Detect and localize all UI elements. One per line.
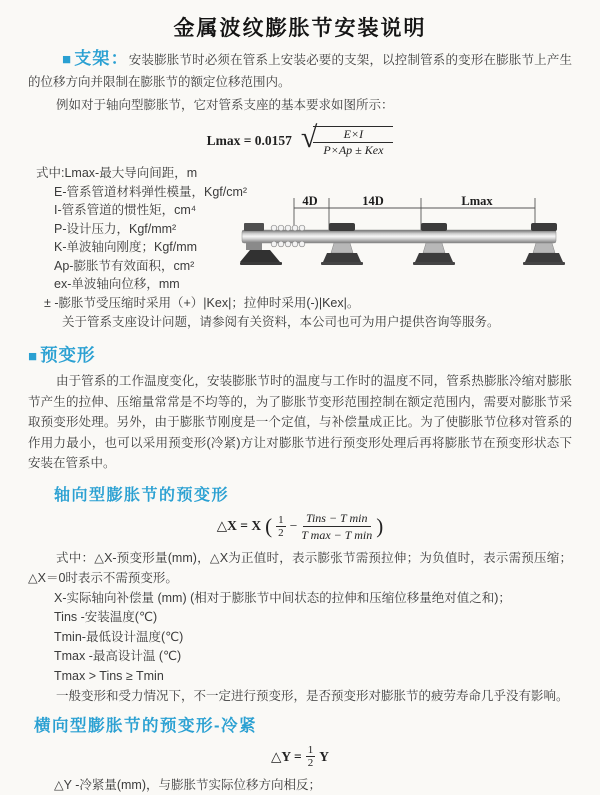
- dim-label-14d: 14D: [362, 194, 384, 208]
- guide-support-icon: [523, 223, 565, 265]
- support-section-label: [62, 49, 129, 68]
- support-intro-text: 安装膨胀节时必须在管系上安装必要的支架，以控制管系的变形在膨胀节上产生的位移方向并限制在膨胀节的额定位移范围内。: [28, 53, 572, 89]
- one-half-fraction: [306, 744, 316, 769]
- lmax-formula: [28, 123, 572, 158]
- temperature-fraction: [301, 511, 372, 542]
- definition-line: Ap-膨胀节有效面积，cm²: [54, 258, 195, 273]
- support-note-line: 关于管系支座设计问题，请参阅有关资料，本公司也可为用户提供咨询等服务。: [62, 315, 500, 329]
- document-page: [0, 12, 600, 795]
- pipe-support-diagram: [240, 194, 596, 282]
- definition-line: K-单波轴向刚度；Kgf/mm: [54, 240, 198, 254]
- lateral-formula: [28, 744, 572, 769]
- formula-lhs: △X = X: [216, 518, 262, 533]
- guide-support-icon: [321, 223, 363, 265]
- formula-lhs: △Y =: [271, 748, 302, 764]
- formula-rhs: Y: [319, 748, 329, 764]
- axial-explain-paragraph: 式中：△X-预变形量(mm)，△X为正值时，表示膨张节需预拉伸；为负值时，表示需预压缩；△X＝0时表示不需预变形。: [28, 550, 572, 585]
- axial-formula: [28, 511, 572, 542]
- guide-support-icon: [413, 223, 455, 265]
- fraction-denominator: T max − T min: [301, 527, 373, 542]
- dim-label-lmax: Lmax: [461, 194, 493, 208]
- support-intro-paragraph: [28, 48, 572, 93]
- definition-line: ± -膨胀节受压缩时采用（+）|Kex|；拉伸时采用(-)|Kex|。: [44, 295, 360, 310]
- fraction-numerator: 1: [278, 513, 284, 526]
- support-section-title: 支架：: [74, 49, 129, 68]
- fraction-numerator: Tins − T min: [303, 511, 371, 527]
- open-paren: (: [265, 513, 273, 538]
- page-title: 金属波纹膨胀节安装说明: [173, 17, 427, 40]
- definition-line: E-管系管道材料弹性模量，Kgf/cm²: [54, 184, 248, 199]
- definition-line: I-管系管道的惯性矩，cm⁴: [54, 203, 197, 217]
- definition-line: X-实际轴向补偿量 (mm) (相对于膨胀节中间状态的拉伸和压缩位移量绝对值之和)；: [54, 590, 511, 605]
- fraction-denominator: P×Ap ± Kex: [323, 143, 384, 157]
- fraction-numerator: E×I: [313, 127, 393, 143]
- lateral-subheading: 横向型膨胀节的预变形-冷紧: [34, 717, 257, 735]
- definition-line: Tins -安装温度(℃): [54, 610, 158, 624]
- fraction-denominator: 2: [307, 757, 314, 769]
- one-half-fraction: [276, 514, 286, 539]
- definition-line: Tmax > Tins ≥ Tmin: [54, 668, 164, 683]
- section-marker-icon: ■: [62, 51, 73, 68]
- close-paren: ): [376, 513, 384, 538]
- radical-sign-icon: √: [300, 121, 318, 154]
- section-marker-icon: ■: [28, 348, 39, 365]
- fraction-denominator: 2: [278, 526, 284, 539]
- definition-line: ex-单波轴向位移，mm: [54, 277, 180, 291]
- definition-line: 式中:Lmax-最大导向间距，m: [36, 166, 198, 180]
- predeform-section-heading: [28, 342, 572, 367]
- sqrt-expression: [301, 123, 393, 158]
- support-example-line: 例如对于轴向型膨胀节，它对管系支座的基本要求如图所示：: [56, 98, 394, 112]
- fraction-numerator: 1: [307, 744, 314, 756]
- lateral-note: △Y -冷紧量(mm)，与膨胀节实际位移方向相反；: [54, 778, 322, 792]
- minus-sign: −: [289, 518, 298, 533]
- predeform-section-title: 预变形: [40, 345, 96, 365]
- sqrt-fraction: [313, 126, 393, 158]
- formula-lhs: Lmax = 0.0157: [206, 132, 292, 148]
- definitions-and-diagram: [28, 164, 572, 332]
- dim-label-4d: 4D: [302, 194, 318, 208]
- predeform-paragraph: 由于管系的工作温度变化，安装膨胀节时的温度与工作时的温度不同，管系热膨胀冷缩对膨胀节产生的拉伸、压缩量常常是不均等的，为了膨胀节变形范围控制在额定范围内，需要对膨胀节采取预变形处理。另外，由于膨胀节刚度是一个定值，与补偿量成正比。为了使膨胀节位移对管系的作用力最小，也可以采用预变形(冷紧)方让对膨胀节进行预变形处理后再将膨胀节在预变形状态下安装在管系中。: [28, 374, 572, 470]
- axial-note: 一般变形和受力情况下，不一定进行预变形，是否预变形对膨胀节的疲劳寿命几乎没有影响。: [56, 689, 569, 703]
- definition-line: Tmin-最低设计温度(℃): [54, 629, 184, 644]
- definition-line: Tmax -最高设计温 (℃): [54, 649, 182, 663]
- axial-definitions: [28, 589, 572, 687]
- axial-subheading: 轴向型膨胀节的预变形: [54, 486, 230, 504]
- definition-line: P-设计压力，Kgf/mm²: [54, 221, 177, 236]
